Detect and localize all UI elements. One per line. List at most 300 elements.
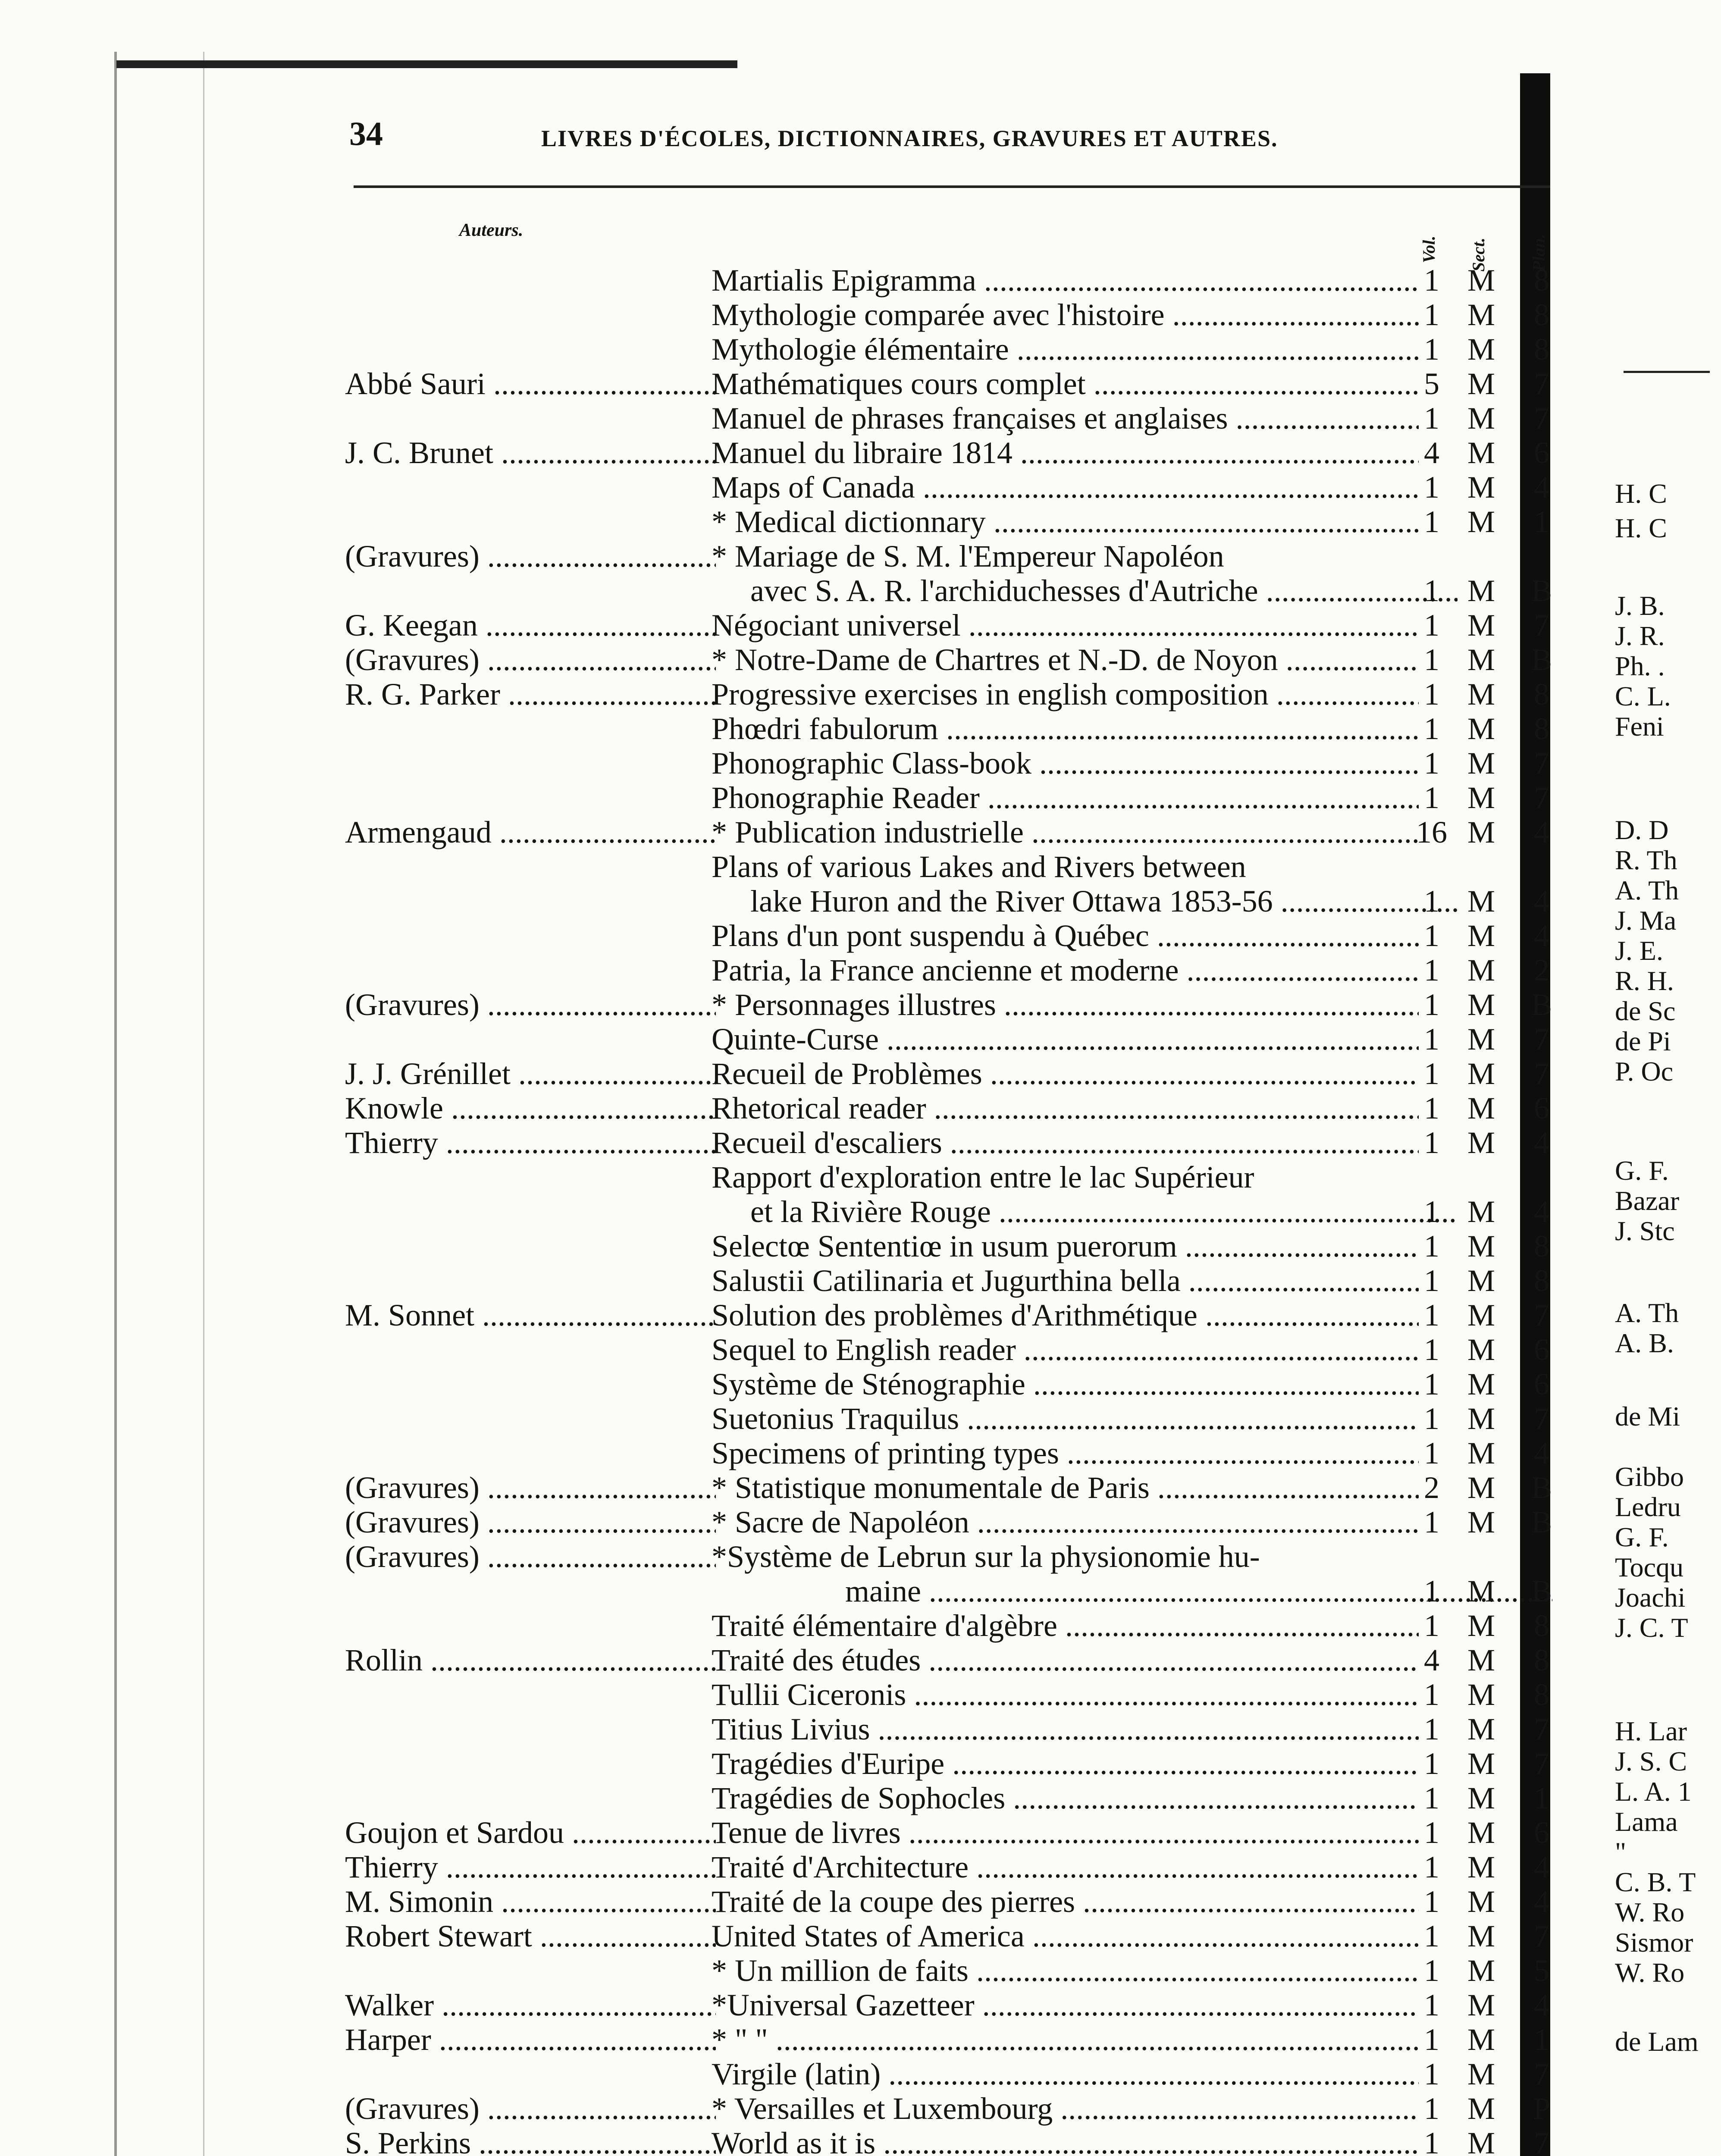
entry-volumes: 1 — [1424, 470, 1439, 505]
entry-volumes: 1 — [1424, 780, 1439, 815]
entry-title: * Personnages illustres ..... — [712, 987, 1419, 1022]
entry-section: M — [1467, 1712, 1495, 1746]
entry-volumes: 1 — [1424, 1953, 1439, 1988]
entry-author: G. Keegan ..... — [345, 608, 716, 642]
catalogue-entry — [0, 1712, 1721, 1746]
entry-volumes: 1 — [1424, 1194, 1439, 1229]
entry-section: M — [1467, 2022, 1495, 2057]
entry-shelf-plan: 8 — [1534, 677, 1549, 711]
entry-volumes: 1 — [1424, 1298, 1439, 1332]
catalogue-entry — [0, 470, 1721, 505]
entry-title: Rhetorical reader ..... — [712, 1091, 1419, 1125]
entry-author: (Gravures) ..... — [345, 1539, 716, 1574]
margin-fragment: Ph. . — [1615, 651, 1665, 681]
entry-section: M — [1467, 263, 1495, 298]
margin-fragment: R. Th — [1615, 845, 1677, 875]
catalogue-entry — [0, 436, 1721, 470]
entry-section: M — [1467, 608, 1495, 642]
entry-section: M — [1467, 1401, 1495, 1436]
entry-title: United States of America ..... — [712, 1919, 1419, 1953]
entry-volumes: 1 — [1424, 263, 1439, 298]
margin-fragment: C. L. — [1615, 681, 1671, 711]
margin-fragment: J. S. C — [1615, 1746, 1687, 1777]
entry-author: Knowle ..... — [345, 1091, 716, 1125]
entry-volumes: 1 — [1424, 953, 1439, 987]
entry-author: Goujon et Sardou ..... — [345, 1815, 716, 1850]
entry-shelf-plan: 7 — [1534, 1919, 1549, 1953]
entry-volumes: 1 — [1424, 1367, 1439, 1401]
entry-section: M — [1467, 1332, 1495, 1367]
entry-volumes: 1 — [1424, 642, 1439, 677]
margin-fragment: W. Ro — [1615, 1957, 1685, 1988]
entry-author: Thierry ..... — [345, 1125, 716, 1160]
entry-volumes: 16 — [1416, 815, 1447, 849]
entry-volumes: 1 — [1424, 1091, 1439, 1125]
catalogue-entry — [0, 1919, 1721, 1953]
entry-section: M — [1467, 505, 1495, 539]
catalogue-entry — [0, 367, 1721, 401]
entry-title: Traité élémentaire d'algèbre ..... — [712, 1608, 1419, 1643]
entry-shelf-plan: 4 — [1534, 1884, 1549, 1919]
entry-volumes: 1 — [1424, 2091, 1439, 2126]
margin-fragment: de Pi — [1615, 1026, 1671, 1056]
catalogue-entry — [0, 608, 1721, 642]
entry-volumes: 1 — [1424, 1505, 1439, 1539]
entry-volumes: 1 — [1424, 1574, 1439, 1608]
entry-title: * Versailles et Luxembourg ..... — [712, 2091, 1419, 2126]
catalogue-entry — [0, 642, 1721, 677]
entry-volumes: 1 — [1424, 1056, 1439, 1091]
catalogue-entry — [0, 677, 1721, 711]
entry-volumes: 1 — [1424, 1263, 1439, 1298]
entry-volumes: 1 — [1424, 1746, 1439, 1781]
margin-fragment: J. B. — [1615, 590, 1665, 621]
catalogue-entry — [0, 539, 1721, 573]
entry-title: Manuel de phrases françaises et anglaises ..... — [712, 401, 1419, 436]
entry-section: M — [1467, 1470, 1495, 1505]
entry-section: M — [1467, 987, 1495, 1022]
entry-shelf-plan: 5 — [1534, 1953, 1549, 1988]
entry-author: R. G. Parker ..... — [345, 677, 716, 711]
catalogue-entry — [0, 711, 1721, 746]
catalogue-entry — [0, 1022, 1721, 1056]
entry-shelf-plan: 8 — [1534, 1643, 1549, 1677]
catalogue-entry — [0, 1746, 1721, 1781]
entry-shelf-plan: 6 — [1534, 1815, 1549, 1850]
entry-section: M — [1467, 918, 1495, 953]
entry-section: M — [1467, 436, 1495, 470]
entry-section: M — [1467, 884, 1495, 918]
catalogue-entry — [0, 2126, 1721, 2156]
entry-title: et la Rivière Rouge ..... — [750, 1194, 1458, 1229]
catalogue-entry — [0, 1677, 1721, 1712]
entry-volumes: 1 — [1424, 884, 1439, 918]
entry-title: Négociant universel ..... — [712, 608, 1419, 642]
entry-shelf-plan: B — [1531, 987, 1552, 1022]
catalogue-entry — [0, 1505, 1721, 1539]
entry-section: M — [1467, 953, 1495, 987]
entry-section: M — [1467, 1643, 1495, 1677]
entry-section: M — [1467, 1988, 1495, 2022]
entry-author: Abbé Sauri ..... — [345, 367, 716, 401]
entry-author: Harper ..... — [345, 2022, 716, 2057]
catalogue-entry — [0, 1263, 1721, 1298]
entry-section: M — [1467, 1125, 1495, 1160]
catalogue-entry — [0, 2057, 1721, 2091]
catalogue-entry — [0, 263, 1721, 298]
entry-author: (Gravures) ..... — [345, 642, 716, 677]
entry-title: Mythologie élémentaire ..... — [712, 332, 1419, 367]
entry-title: Specimens of printing types ..... — [712, 1436, 1419, 1470]
entry-shelf-plan: 4 — [1534, 1988, 1549, 2022]
margin-fragment: G. F. — [1615, 1522, 1669, 1552]
entry-section: M — [1467, 2126, 1495, 2156]
entry-shelf-plan: 7 — [1534, 2126, 1549, 2156]
entry-volumes: 1 — [1424, 1815, 1439, 1850]
entry-section: M — [1467, 1263, 1495, 1298]
margin-fragment: J. E. — [1615, 935, 1663, 966]
entry-shelf-plan: 1 — [1534, 2022, 1549, 2057]
entry-title: * " " ..... — [712, 2022, 1419, 2057]
entry-shelf-plan: 8 — [1534, 263, 1549, 298]
entry-shelf-plan: 7 — [1534, 608, 1549, 642]
entry-volumes: 1 — [1424, 332, 1439, 367]
entry-volumes: 1 — [1424, 1677, 1439, 1712]
entry-shelf-plan: 6 — [1534, 1091, 1549, 1125]
entry-title: Tullii Ciceronis ..... — [712, 1677, 1419, 1712]
entry-section: M — [1467, 2091, 1495, 2126]
entry-title: Titius Livius ..... — [712, 1712, 1419, 1746]
margin-fragment: G. F. — [1615, 1155, 1669, 1186]
margin-fragment: H. Lar — [1615, 1716, 1687, 1746]
entry-shelf-plan: 4 — [1534, 1125, 1549, 1160]
entry-section: M — [1467, 1091, 1495, 1125]
entry-shelf-plan: 8 — [1534, 1263, 1549, 1298]
entry-shelf-plan: 4 — [1534, 1850, 1549, 1884]
catalogue-entry — [0, 298, 1721, 332]
catalogue-entry — [0, 1091, 1721, 1125]
entry-volumes: 1 — [1424, 1229, 1439, 1263]
page-number: 34 — [349, 115, 383, 152]
entry-shelf-plan: 7 — [1534, 367, 1549, 401]
entry-shelf-plan: 2 — [1534, 953, 1549, 987]
margin-fragment: Lama — [1615, 1806, 1678, 1837]
entry-section: M — [1467, 2057, 1495, 2091]
entry-title: Tragédies d'Euripe ..... — [712, 1746, 1419, 1781]
entry-volumes: 1 — [1424, 918, 1439, 953]
entry-shelf-plan: 7 — [1534, 1022, 1549, 1056]
entry-author: (Gravures) ..... — [345, 1505, 716, 1539]
catalogue-entry — [0, 1608, 1721, 1643]
entry-section: M — [1467, 401, 1495, 436]
entry-section: M — [1467, 780, 1495, 815]
entry-shelf-plan: 8 — [1534, 1677, 1549, 1712]
entry-shelf-plan: 6 — [1534, 1367, 1549, 1401]
entry-volumes: 1 — [1424, 298, 1439, 332]
entry-author: Armengaud ..... — [345, 815, 716, 849]
header-rule — [354, 185, 1550, 188]
entry-shelf-plan: 7 — [1534, 1298, 1549, 1332]
entry-section: M — [1467, 470, 1495, 505]
entry-title: Tenue de livres ..... — [712, 1815, 1419, 1850]
entry-volumes: 1 — [1424, 2126, 1439, 2156]
running-head: LIVRES D'ÉCOLES, DICTIONNAIRES, GRAVURES ET AUTRES. — [541, 125, 1278, 151]
entry-shelf-plan: 6 — [1534, 1332, 1549, 1367]
margin-fragment: R. H. — [1615, 965, 1674, 996]
entry-shelf-plan: 8 — [1534, 332, 1549, 367]
entry-volumes: 1 — [1424, 608, 1439, 642]
entry-section: M — [1467, 1229, 1495, 1263]
margin-fragment: Joachi — [1615, 1582, 1686, 1613]
entry-volumes: 1 — [1424, 1919, 1439, 1953]
entry-volumes: 1 — [1424, 1712, 1439, 1746]
catalogue-entry — [0, 746, 1721, 780]
entry-title: Plans d'un pont suspendu à Québec ..... — [712, 918, 1419, 953]
catalogue-entry — [0, 1401, 1721, 1436]
entry-shelf-plan: 7 — [1534, 1746, 1549, 1781]
entry-title: * Statistique monumentale de Paris ..... — [712, 1470, 1419, 1505]
entry-volumes: 1 — [1424, 1436, 1439, 1470]
margin-fragment: J. Ma — [1615, 905, 1677, 936]
entry-title: Progressive exercises in english composition ..... — [712, 677, 1419, 711]
entry-title: Mythologie comparée avec l'histoire ..... — [712, 298, 1419, 332]
entry-shelf-plan: B — [1531, 1470, 1552, 1505]
catalogue-entry — [0, 573, 1721, 608]
margin-fragment: Feni — [1615, 711, 1664, 742]
margin-fragment: de Mi — [1615, 1401, 1680, 1432]
adjacent-page-fragments — [1615, 0, 1721, 2156]
entry-section: M — [1467, 298, 1495, 332]
catalogue-entry — [0, 1194, 1721, 1229]
margin-fragment: Bazar — [1615, 1185, 1680, 1216]
entry-volumes: 4 — [1424, 436, 1439, 470]
entry-title: Manuel du libraire 1814 ..... — [712, 436, 1419, 470]
entry-section: M — [1467, 1953, 1495, 1988]
entry-title: * Un million de faits ..... — [712, 1953, 1419, 1988]
entry-volumes: 1 — [1424, 711, 1439, 746]
entry-shelf-plan: 7 — [1534, 1712, 1549, 1746]
entry-title: Rapport d'exploration entre le lac Supérieur — [712, 1160, 1254, 1194]
entry-title: Sequel to English reader ..... — [712, 1332, 1419, 1367]
entry-title: Tragédies de Sophocles ..... — [712, 1781, 1419, 1815]
entry-title: Phœdri fabulorum ..... — [712, 711, 1419, 746]
entry-author: M. Sonnet ..... — [345, 1298, 716, 1332]
entry-title: Recueil d'escaliers ..... — [712, 1125, 1419, 1160]
sect-column-header: Sect. — [1469, 238, 1488, 272]
entry-title: * Medical dictionnary ..... — [712, 505, 1419, 539]
entry-title: Phonographic Class-book ..... — [712, 746, 1419, 780]
entry-author: S. Perkins ..... — [345, 2126, 716, 2156]
entry-volumes: 2 — [1424, 1470, 1439, 1505]
entry-shelf-plan: B — [1531, 1505, 1552, 1539]
entry-section: M — [1467, 1436, 1495, 1470]
margin-fragment: J. C. T — [1615, 1612, 1688, 1643]
entry-volumes: 1 — [1424, 1401, 1439, 1436]
entry-volumes: 1 — [1424, 677, 1439, 711]
entry-title: Quinte-Curse ..... — [712, 1022, 1419, 1056]
margin-fragment: C. B. T — [1615, 1867, 1696, 1897]
entry-title: Salustii Catilinaria et Jugurthina bella ..... — [712, 1263, 1419, 1298]
entry-volumes: 1 — [1424, 1988, 1439, 2022]
entry-author: Rollin ..... — [345, 1643, 716, 1677]
catalogue-entry — [0, 1367, 1721, 1401]
entry-author: (Gravures) ..... — [345, 539, 716, 573]
entry-title: Phonographie Reader ..... — [712, 780, 1419, 815]
entry-title: Selectœ Sententiœ in usum puerorum ..... — [712, 1229, 1419, 1263]
entry-shelf-plan: P — [1533, 2091, 1551, 2126]
entry-shelf-plan: 8 — [1534, 298, 1549, 332]
plan-column-header: Plan. — [1529, 234, 1549, 272]
catalogue-entry — [0, 1539, 1721, 1574]
margin-fragment: Tocqu — [1615, 1552, 1684, 1583]
authors-column-header: Auteurs. — [459, 220, 524, 240]
entry-section: M — [1467, 1194, 1495, 1229]
catalogue-entry — [0, 884, 1721, 918]
margin-fragment: de Sc — [1615, 996, 1676, 1026]
entry-title: Plans of various Lakes and Rivers between — [712, 849, 1246, 884]
entry-volumes: 1 — [1424, 746, 1439, 780]
entry-title: Patria, la France ancienne et moderne ..... — [712, 953, 1419, 987]
catalogue-entry — [0, 505, 1721, 539]
entry-shelf-plan: 4 — [1534, 815, 1549, 849]
entry-section: M — [1467, 1746, 1495, 1781]
entry-title: Maps of Canada ..... — [712, 470, 1419, 505]
entry-volumes: 1 — [1424, 1125, 1439, 1160]
entry-title: * Notre-Dame de Chartres et N.-D. de Noyon ..... — [712, 642, 1419, 677]
entry-shelf-plan: 7 — [1534, 780, 1549, 815]
catalogue-entry — [0, 1470, 1721, 1505]
catalogue-entry — [0, 1298, 1721, 1332]
entry-section: M — [1467, 573, 1495, 608]
entry-shelf-plan: 4 — [1534, 470, 1549, 505]
catalogue-entry — [0, 1436, 1721, 1470]
entry-author: J. C. Brunet ..... — [345, 436, 716, 470]
entry-title: Traité d'Architecture ..... — [712, 1850, 1419, 1884]
entry-author: (Gravures) ..... — [345, 987, 716, 1022]
entry-title: Traité de la coupe des pierres ..... — [712, 1884, 1419, 1919]
entry-volumes: 1 — [1424, 573, 1439, 608]
catalogue-entry — [0, 953, 1721, 987]
entry-shelf-plan: 7 — [1534, 2057, 1549, 2091]
entry-volumes: 4 — [1424, 1643, 1439, 1677]
entry-volumes: 1 — [1424, 1884, 1439, 1919]
catalogue-entry — [0, 2022, 1721, 2057]
entry-title: World as it is ..... — [712, 2126, 1419, 2156]
entry-section: M — [1467, 1850, 1495, 1884]
entry-shelf-plan: B — [1531, 573, 1552, 608]
entry-section: M — [1467, 1781, 1495, 1815]
entry-section: M — [1467, 1367, 1495, 1401]
catalogue-entry — [0, 1229, 1721, 1263]
entry-volumes: 1 — [1424, 1608, 1439, 1643]
entry-shelf-plan: 4 — [1534, 918, 1549, 953]
entry-section: M — [1467, 1677, 1495, 1712]
entry-section: M — [1467, 367, 1495, 401]
entry-volumes: 1 — [1424, 2057, 1439, 2091]
entry-shelf-plan: 8 — [1534, 1229, 1549, 1263]
margin-fragment: D. D — [1615, 815, 1669, 845]
entry-volumes: 1 — [1424, 1332, 1439, 1367]
catalogue-entry — [0, 780, 1721, 815]
entry-shelf-plan: 6 — [1534, 436, 1549, 470]
entry-title: *Système de Lebrun sur la physionomie hu- — [712, 1539, 1260, 1574]
margin-fragment: P. Oc — [1615, 1056, 1674, 1087]
entry-section: M — [1467, 1884, 1495, 1919]
margin-fragment: H. C — [1615, 513, 1667, 543]
entry-author: Thierry ..... — [345, 1850, 716, 1884]
entry-shelf-plan: 7 — [1534, 1056, 1549, 1091]
entry-section: M — [1467, 1298, 1495, 1332]
margin-fragment: L. A. 1 — [1615, 1776, 1692, 1807]
entry-shelf-plan: 4 — [1534, 884, 1549, 918]
entry-volumes: 1 — [1424, 505, 1439, 539]
catalogue-entry — [0, 1884, 1721, 1919]
entry-title: * Sacre de Napoléon ..... — [712, 1505, 1419, 1539]
entry-section: M — [1467, 332, 1495, 367]
catalogue-entry — [0, 1160, 1721, 1194]
entry-author: (Gravures) ..... — [345, 1470, 716, 1505]
entry-title: Virgile (latin) ..... — [712, 2057, 1419, 2091]
entry-volumes: 1 — [1424, 2022, 1439, 2057]
catalogue-entry — [0, 815, 1721, 849]
catalogue-entry — [0, 1953, 1721, 1988]
entry-section: M — [1467, 1608, 1495, 1643]
entry-author: M. Simonin ..... — [345, 1884, 716, 1919]
entry-title: Traité des études ..... — [712, 1643, 1419, 1677]
entry-title: *Universal Gazetteer ..... — [712, 1988, 1419, 2022]
top-edge-bar — [116, 60, 737, 68]
entry-title: Suetonius Traquilus ..... — [712, 1401, 1419, 1436]
catalogue-entry — [0, 1574, 1721, 1608]
entry-volumes: 1 — [1424, 1850, 1439, 1884]
margin-fragment: Gibbo — [1615, 1461, 1684, 1492]
entry-title: avec S. A. R. l'archiduchesses d'Autriche ..... — [750, 573, 1458, 608]
margin-fragment: A. Th — [1615, 1297, 1679, 1328]
margin-fragment: J. R. — [1615, 620, 1665, 651]
entry-author: J. J. Grénillet ..... — [345, 1056, 716, 1091]
entry-volumes: 5 — [1424, 367, 1439, 401]
entry-section: M — [1467, 815, 1495, 849]
catalogue-entry — [0, 1815, 1721, 1850]
vol-column-header: Vol. — [1419, 235, 1439, 263]
entry-shelf-plan: 4 — [1534, 1194, 1549, 1229]
entry-volumes: 1 — [1424, 401, 1439, 436]
margin-fragment: H. C — [1615, 478, 1667, 509]
entry-title: Recueil de Problèmes ..... — [712, 1056, 1419, 1091]
entry-shelf-plan: 8 — [1534, 1608, 1549, 1643]
entry-shelf-plan: 4 — [1534, 1436, 1549, 1470]
entry-shelf-plan: 7 — [1534, 1401, 1549, 1436]
entry-author: Robert Stewart ..... — [345, 1919, 716, 1953]
entry-section: M — [1467, 1574, 1495, 1608]
catalogue-entry — [0, 401, 1721, 436]
entry-shelf-plan: 8 — [1534, 711, 1549, 746]
entry-title: Solution des problèmes d'Arithmétique ..... — [712, 1298, 1419, 1332]
catalogue-entry — [0, 332, 1721, 367]
margin-fragment: J. Stc — [1615, 1216, 1675, 1246]
catalogue-entry — [0, 1125, 1721, 1160]
entry-volumes: 1 — [1424, 1781, 1439, 1815]
entry-title: Martialis Epigramma ..... — [712, 263, 1419, 298]
margin-fragment: " — [1615, 1836, 1627, 1867]
entry-section: M — [1467, 1022, 1495, 1056]
catalogue-entry — [0, 1850, 1721, 1884]
entry-title: maine ..... — [845, 1574, 1552, 1608]
margin-fragment: de Lam — [1615, 2026, 1699, 2057]
entry-shelf-plan: 1 — [1534, 1781, 1549, 1815]
margin-fragment: Sismor — [1615, 1927, 1693, 1958]
entry-section: M — [1467, 677, 1495, 711]
